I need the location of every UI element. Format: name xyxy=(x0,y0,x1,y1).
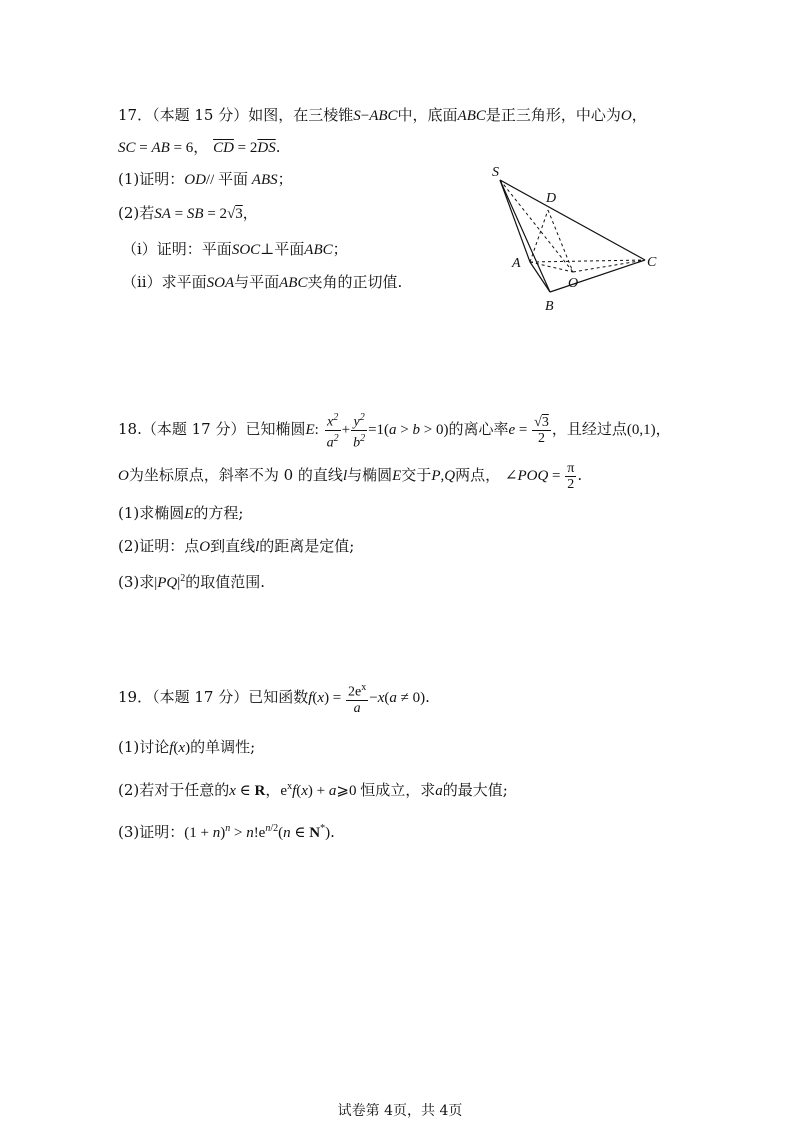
q18-part3: (3)求$|PQ|^2$的取值范围. xyxy=(118,573,266,591)
q17-part1: (1)证明：OD// 平面 ABS； xyxy=(118,170,293,188)
label-b: B xyxy=(545,299,554,314)
q19-part3: (3)证明：$(1 + n)^n > n!e^{n/2}(n$ ∈ N*). xyxy=(118,823,335,841)
q18-line2: O为坐标原点，斜率不为 0 的直线l与椭圆E交于P,Q两点， ∠POQ = $\frac{\pi}{2}$ . xyxy=(118,460,583,492)
edge-bc xyxy=(550,260,645,292)
edge-sc xyxy=(500,180,645,260)
label-o: O xyxy=(568,276,579,291)
label-s: S xyxy=(492,165,499,180)
edge-sb xyxy=(500,180,550,292)
edge-ao-hidden xyxy=(530,262,573,272)
q17-part2-i: （i）证明：平面SOC⊥平面ABC； xyxy=(122,240,348,258)
q17-part2: (2)若SA = SB = 2√3， xyxy=(118,204,258,222)
label-d: D xyxy=(546,191,557,206)
page-footer: 试卷第 4页，共 4页 xyxy=(337,1103,463,1119)
edge-sa xyxy=(500,180,530,262)
label-c: C xyxy=(647,255,657,270)
edge-so-hidden xyxy=(500,180,573,272)
q19-stem: 19．（本题 17 分）已知函数f(x) = $\frac{2e^x}{a}$ −x(a ≠ 0). xyxy=(118,682,430,716)
edge-ad-hidden xyxy=(530,210,548,262)
q17-given: SC = AB = 6， $\overline{CD} = 2\overline{DS}$. xyxy=(118,138,281,156)
edge-ac-hidden xyxy=(530,260,645,262)
pyramid-figure xyxy=(490,160,670,320)
q18-part2: (2)证明：点O到直线l的距离是定值; xyxy=(118,537,355,555)
label-a: A xyxy=(512,256,521,271)
edge-od-hidden xyxy=(548,210,573,272)
q19-part1: (1)讨论f(x)的单调性; xyxy=(118,738,256,756)
q18-part1: (1)求椭圆E的方程; xyxy=(118,504,244,522)
edge-ab xyxy=(530,262,550,292)
q17-stem: 17．（本题 15 分）如图，在三棱锥S−ABC中，底面ABC是正三角形，中心为O， xyxy=(118,106,647,124)
q18-stem: 18.（本题 17 分）已知椭圆E: $\frac{x^2}{a^2}$ + $\frac{y^2}{b^2}$ =1(a > b > 0)的离心率e = $\frac{√3}{2}$ ，且经过点(0,1)， xyxy=(118,412,671,451)
q17-part2-ii: （ii）求平面SOA与平面ABC夹角的正切值. xyxy=(122,273,403,291)
q19-part2: (2)若对于任意的x ∈ R，$e^xf(x)$ + a⩾0 恒成立，求a的最大值; xyxy=(118,781,508,799)
edge-oc-hidden xyxy=(573,260,645,272)
